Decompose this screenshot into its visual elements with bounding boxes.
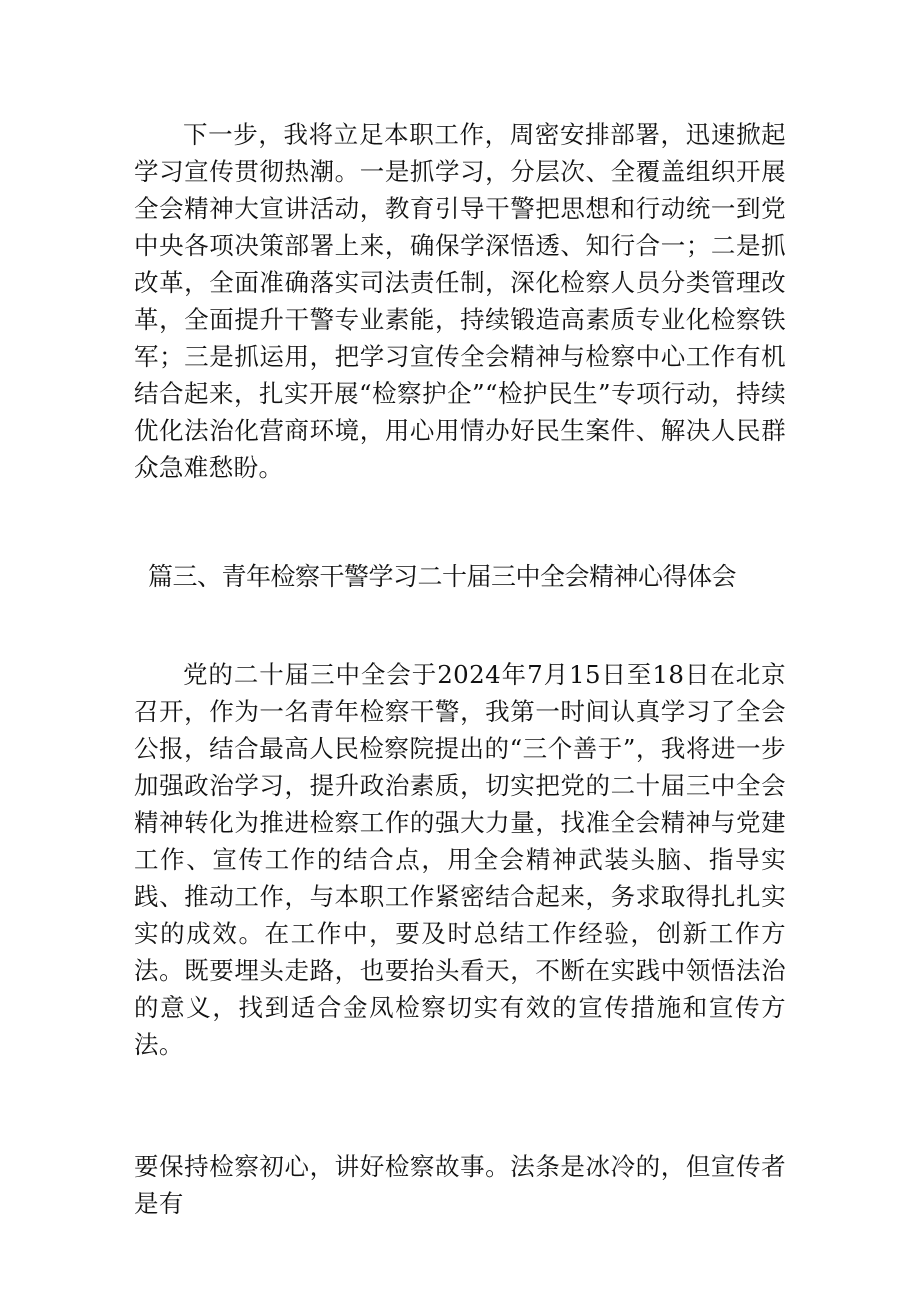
section-heading: 篇三、青年检察干警学习二十届三中全会精神心得体会 — [148, 562, 737, 591]
body-paragraph-keep-original-aspiration: 要保持检察初心，讲好检察故事。法条是冰冷的，但宣传者是有 — [134, 1152, 786, 1218]
body-paragraph-plenary-study: 党的二十届三中全会于2024年7月15日至18日在北京召开，作为一名青年检察干警，我第一时间认真学习了全会公报，结合最高人民检察院提出的“三个善于”，我将进一步加强政治学习，提升政治素质，切实把党的二十届三中全会精神转化为推进检察工作的强大力量，找准全会精神与党建工作、宣传工作的结合点，用全会精神武装头脑、指导实践、推动工作，与本职工作紧密结合起来，务求取得扎扎实实的成效。在工作中，要及时总结工作经验，创新工作方法。既要埋头走路，也要抬头看天，不断在实践中领悟法治的意义，找到适合金凤检察切实有效的宣传措施和宣传方法。 — [134, 660, 786, 1059]
body-paragraph-next-steps: 下一步，我将立足本职工作，周密安排部署，迅速掀起学习宣传贯彻热潮。一是抓学习，分层次、全覆盖组织开展全会精神大宣讲活动，教育引导干警把思想和行动统一到党中央各项决策部署上来，确保学深悟透、知行合一；二是抓改革，全面准确落实司法责任制，深化检察人员分类管理改革，全面提升干警专业素能，持续锻造高素质专业化检察铁军；三是抓运用，把学习宣传全会精神与检察中心工作有机结合起来，扎实开展“检察护企”“检护民生”专项行动，持续优化法治化营商环境，用心用情办好民生案件、解决人民群众急难愁盼。 — [134, 120, 786, 482]
